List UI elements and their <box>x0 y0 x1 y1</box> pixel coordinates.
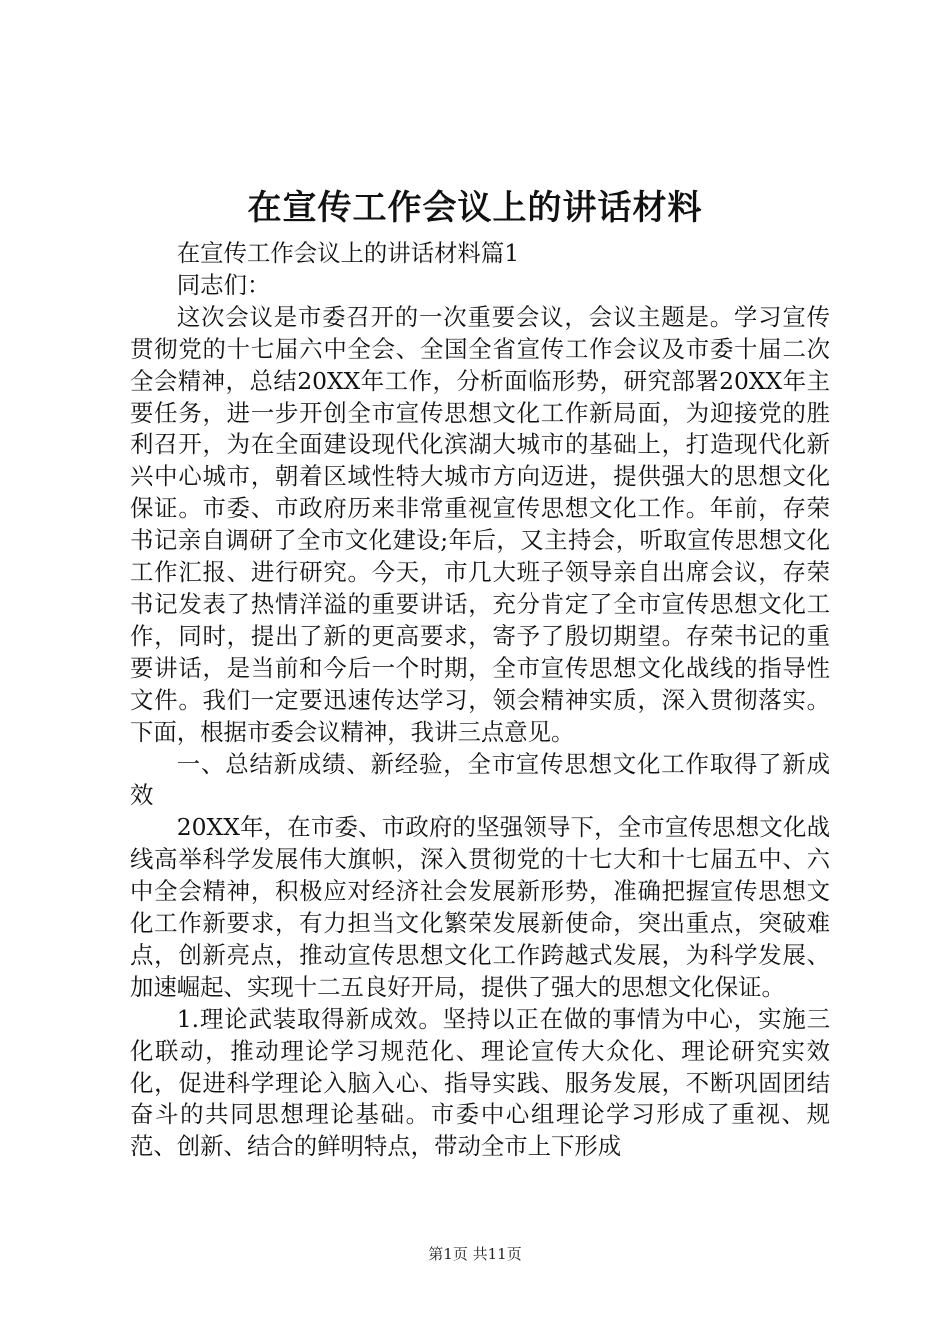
document-body <box>130 238 830 1163</box>
page-number-footer: 第1页 共11页 <box>428 1245 522 1263</box>
document-title: 在宣传工作会议上的讲话材料 <box>247 188 703 228</box>
paragraph-subtitle: 在宣传工作会议上的讲话材料篇1 <box>176 239 520 267</box>
paragraph-summary: 20XX年，在市委、市政府的坚强领导下，全市宣传思想文化战线高举科学发展伟大旗帜，深入贯彻党的十七大和十七届五中、六中全会精神，积极应对经济社会发展新形势，准确把握宣传思想文化工作新要求，有力担当文化繁荣发展新使命，突出重点，突破难点，创新亮点，推动宣传思想文化工作跨越式发展，为科学发展、加速崛起、实现十二五良好开局，提供了强大的思想文化保证。 <box>130 813 830 1001</box>
paragraph-intro: 这次会议是市委召开的一次重要会议，会议主题是。学习宣传贯彻党的十七届六中全会、全国全省宣传工作会议及市委十届二次全会精神，总结20XX年工作，分析面临形势，研究部署20XX年主要任务，进一步开创全市宣传思想文化工作新局面，为迎接党的胜利召开，为在全面建设现代化滨湖大城市的基础上，打造现代化新兴中心城市，朝着区域性特大城市方向迈进，提供强大的思想文化保证。市委、市政府历来非常重视宣传思想文化工作。年前，存荣书记亲自调研了全市文化建设;年后，又主持会，听取宣传思想文化工作汇报、进行研究。今天，市几大班子领导亲自出席会议，存荣书记发表了热情洋溢的重要讲话，充分肯定了全市宣传思想文化工作，同时，提出了新的更高要求，寄予了殷切期望。存荣书记的重要讲话，是当前和今后一个时期，全市宣传思想文化战线的指导性文件。我们一定要迅速传达学习，领会精神实质，深入贯彻落实。下面，根据市委会议精神，我讲三点意见。 <box>130 302 830 746</box>
paragraph-item-1: 1.理论武装取得新成效。坚持以正在做的事情为中心，实施三化联动，推动理论学习规范化、理论宣传大众化、理论研究实效化，促进科学理论入脑入心、指导实践、服务发展，不断巩固团结奋斗的共同思想理论基础。市委中心组理论学习形成了重视、规范、创新、结合的鲜明特点，带动全市上下形成 <box>130 1004 830 1161</box>
section-heading-1: 一、总结新成绩、新经验，全市宣传思想文化工作取得了新成效 <box>130 749 830 810</box>
paragraph-salutation: 同志们： <box>176 270 271 299</box>
